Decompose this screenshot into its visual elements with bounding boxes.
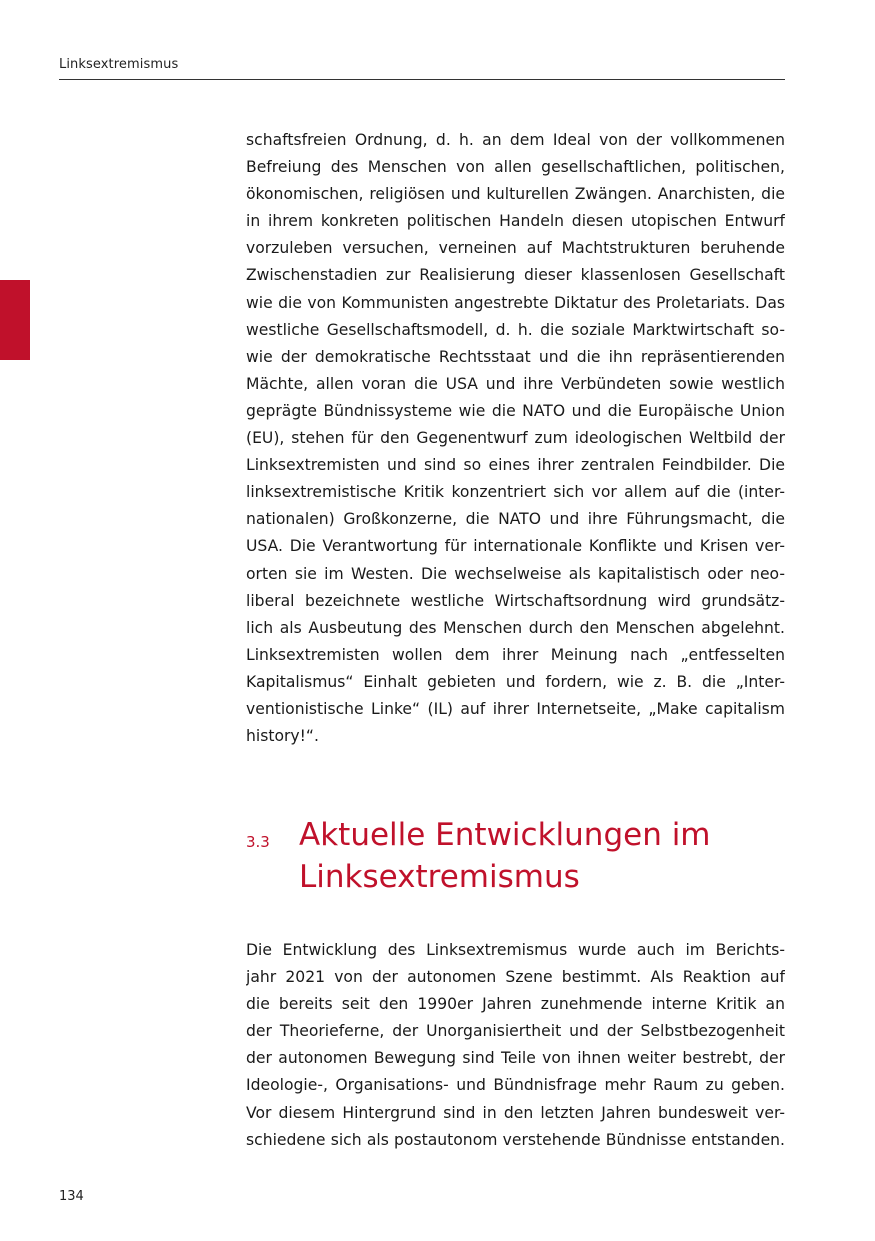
text-line: Mächte, allen voran die USA und ihre Verbündeten sowie westlich [246,374,785,393]
text-line: Vor diesem Hintergrund sind in den letzten Jahren bundesweit ver- [246,1103,785,1122]
text-line: der autonomen Bewegung sind Teile von ihnen weiter bestrebt, der [246,1049,785,1068]
text-line: (EU), stehen für den Gegenentwurf zum ideologischen Weltbild der [246,429,785,448]
page-number: 134 [59,1189,84,1204]
header-rule [59,79,785,80]
text-line: ökonomischen, religiösen und kulturellen Zwängen. Anarchisten, die [246,185,785,204]
text-line: Kapitalismus“ Einhalt gebieten und fordern, wie z. B. die „Inter- [246,672,785,691]
text-line: linksextremistische Kritik konzentriert sich vor allem auf die (inter- [246,483,785,502]
text-line: vorzuleben versuchen, verneinen auf Machtstrukturen beruhende [246,239,785,258]
chapter-marker-tab [0,280,30,360]
text-line: Zwischenstadien zur Realisierung dieser klassenlosen Gesellschaft [246,266,785,285]
section-heading-line: Linksextremismus [299,859,580,895]
text-line: ventionistische Linke“ (IL) auf ihrer Internetseite, „Make capitalism [246,699,785,718]
text-line: Befreiung des Menschen von allen gesellschaftlichen, politischen, [246,158,785,177]
text-line: schiedene sich als postautonom verstehende Bündnisse entstanden. [246,1130,785,1149]
text-line: wie die von Kommunisten angestrebte Diktatur des Proletariats. Das [246,293,785,312]
body-paragraph-2 [246,937,785,1154]
text-line: Die Entwicklung des Linksextremismus wurde auch im Berichts- [246,941,785,959]
text-line: orten sie im Westen. Die wechselweise als kapitalistisch oder neo- [246,564,785,583]
text-line: nationalen) Großkonzerne, die NATO und ihre Führungsmacht, die [246,510,785,529]
text-line: Linksextremisten und sind so eines ihrer zentralen Feindbilder. Die [246,456,785,475]
text-line: history!“. [246,727,319,746]
text-line: liberal bezeichnete westliche Wirtschaftsordnung wird grundsätz- [246,591,785,610]
text-line: Ideologie-, Organisations- und Bündnisfrage mehr Raum zu geben. [246,1076,785,1095]
running-header: Linksextremismus [59,57,179,72]
text-line: geprägte Bündnissysteme wie die NATO und die Europäische Union [246,401,785,420]
section-number: 3.3 [246,833,270,851]
text-line: Linksextremisten wollen dem ihrer Meinung nach „entfesselten [246,645,785,664]
text-line: USA. Die Verantwortung für internationale Konflikte und Krisen ver- [246,537,785,556]
text-line: in ihrem konkreten politischen Handeln diesen utopischen Entwurf [246,212,785,231]
text-line: westliche Gesellschaftsmodell, d. h. die soziale Marktwirtschaft so- [246,320,785,339]
text-line: wie der demokratische Rechtsstaat und die ihn repräsentierenden [246,347,785,366]
section-heading [299,814,779,898]
section-heading-line: Aktuelle Entwicklungen im [299,817,711,853]
text-line: der Theorieferne, der Unorganisiertheit und der Selbstbezogenheit [246,1022,785,1041]
text-line: die bereits seit den 1990er Jahren zunehmende interne Kritik an [246,995,785,1014]
text-line: jahr 2021 von der autonomen Szene bestimmt. Als Reaktion auf [246,968,785,987]
text-line: schaftsfreien Ordnung, d. h. an dem Ideal von der vollkommenen [246,131,785,149]
text-line: lich als Ausbeutung des Menschen durch den Menschen abgelehnt. [246,618,785,637]
body-paragraph-1 [246,127,785,750]
